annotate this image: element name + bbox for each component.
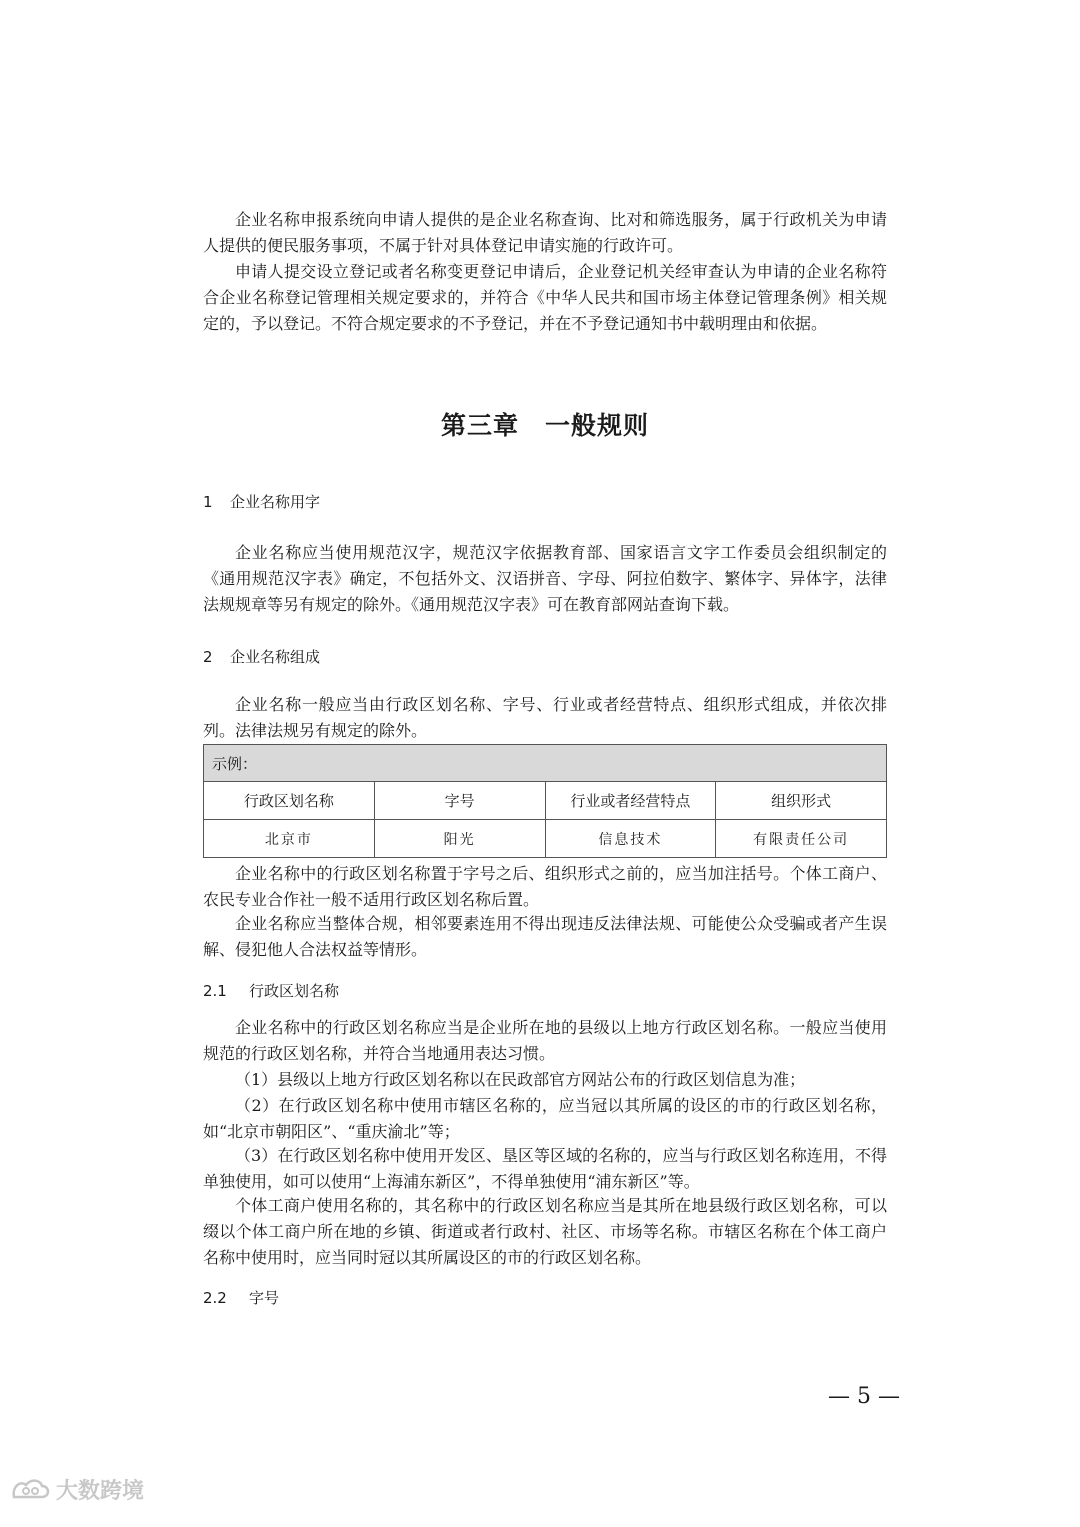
watermark [10, 1474, 144, 1505]
intro-paragraph-2: 申请人提交设立登记或者名称变更登记申请后，企业登记机关经审查认为申请的企业名称符合企业名称登记管理相关规定要求的，并符合《中华人民共和国市场主体登记管理条例》相关规定的，予以登记。不符合规定要求的不予登记，并在不予登记通知书中载明理由和依据。 [203, 262, 887, 333]
section-2-paragraph-2: 企业名称中的行政区划名称置于字号之后、组织形式之前的，应当加注括号。个体工商户、农民专业合作社一般不适用行政区划名称后置。 [203, 864, 887, 909]
section-2-1-paragraph-2: （1）县级以上地方行政区划名称以在民政部官方网站公布的行政区划信息为准； [235, 1070, 806, 1089]
section-heading-2-2 [203, 1287, 279, 1308]
section-title: 字号 [249, 1289, 280, 1307]
section-title: 行政区划名称 [249, 982, 340, 1000]
section-heading-1 [203, 491, 320, 512]
section-2-1-paragraph-3: （2）在行政区划名称中使用市辖区名称的，应当冠以其所属的设区的市的行政区划名称，如“北京市朝阳区”、“重庆渝北”等； [203, 1096, 887, 1141]
example-caption: 示例： [204, 745, 887, 782]
example-caption-row [204, 745, 887, 782]
example-header-cell: 字号 [374, 782, 545, 820]
chapter-title: 第三章 一般规则 [440, 411, 649, 440]
page-number: — 5 — [828, 1384, 900, 1409]
watermark-logo-icon [10, 1477, 52, 1503]
example-data-cell: 有限责任公司 [716, 820, 887, 858]
section-number: 2.2 [203, 1289, 227, 1307]
example-data-cell: 信息技术 [545, 820, 716, 858]
section-title: 企业名称用字 [230, 493, 321, 511]
section-heading-2-1 [203, 980, 339, 1001]
section-number: 2.1 [203, 982, 227, 1000]
example-header-cell: 行业或者经营特点 [545, 782, 716, 820]
watermark-text: 大数跨境 [56, 1479, 145, 1504]
section-2-1-paragraph-4: （3）在行政区划名称中使用开发区、垦区等区域的名称的，应当与行政区划名称连用，不得单独使用，如可以使用“上海浦东新区”，不得单独使用“浦东新区”等。 [203, 1146, 887, 1191]
section-number: 2 [203, 648, 213, 666]
example-header-cell: 组织形式 [716, 782, 887, 820]
example-header-row [204, 782, 887, 820]
example-data-row [204, 820, 887, 858]
example-header-cell: 行政区划名称 [204, 782, 375, 820]
section-2-1-paragraph-1: 企业名称中的行政区划名称应当是企业所在地的县级以上地方行政区划名称。一般应当使用规范的行政区划名称，并符合当地通用表达习惯。 [203, 1018, 887, 1063]
section-number: 1 [203, 493, 213, 511]
example-data-cell: 北京市 [204, 820, 375, 858]
example-table [203, 744, 887, 858]
section-2-paragraph-3: 企业名称应当整体合规，相邻要素连用不得出现违反法律法规、可能使公众受骗或者产生误解、侵犯他人合法权益等情形。 [203, 914, 887, 959]
section-2-1-paragraph-5: 个体工商户使用名称的，其名称中的行政区划名称应当是其所在地县级行政区划名称，可以缀以个体工商户所在地的乡镇、街道或者行政村、社区、市场等名称。市辖区名称在个体工商户名称中使用时，应当同时冠以其所属设区的市的行政区划名称。 [203, 1196, 887, 1267]
section-1-paragraph: 企业名称应当使用规范汉字，规范汉字依据教育部、国家语言文字工作委员会组织制定的《通用规范汉字表》确定，不包括外文、汉语拼音、字母、阿拉伯数字、繁体字、异体字，法律法规规章等另有规定的除外。《通用规范汉字表》可在教育部网站查询下载。 [203, 543, 887, 614]
section-title: 企业名称组成 [230, 648, 321, 666]
example-data-cell: 阳光 [374, 820, 545, 858]
intro-paragraph-1: 企业名称申报系统向申请人提供的是企业名称查询、比对和筛选服务，属于行政机关为申请人提供的便民服务事项，不属于针对具体登记申请实施的行政许可。 [203, 210, 887, 255]
section-2-paragraph-1: 企业名称一般应当由行政区划名称、字号、行业或者经营特点、组织形式组成，并依次排列。法律法规另有规定的除外。 [203, 695, 887, 740]
section-heading-2 [203, 646, 320, 667]
